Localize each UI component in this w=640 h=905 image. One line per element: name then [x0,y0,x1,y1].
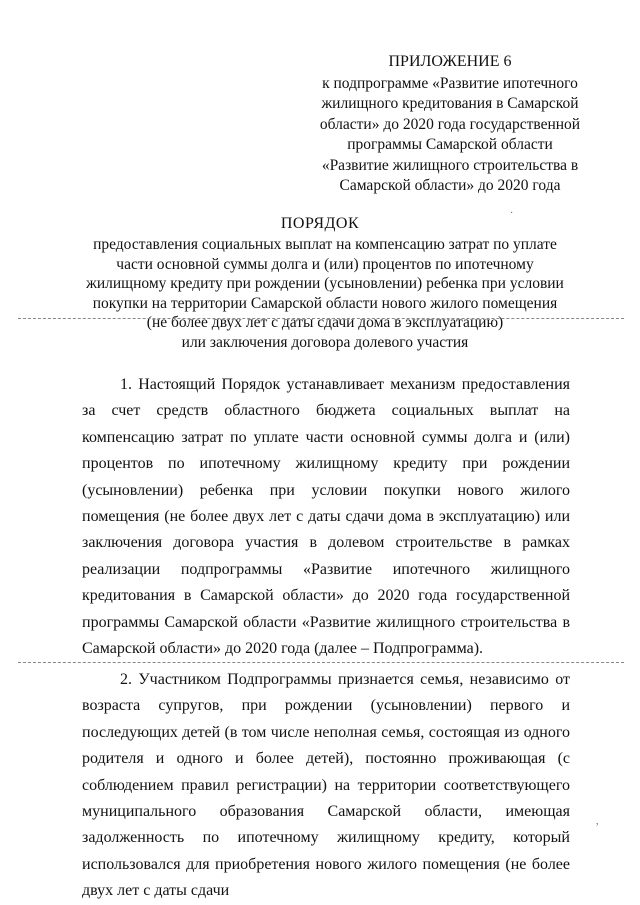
appendix-heading: ПРИЛОЖЕНИЕ 6 [388,53,512,70]
subtitle-line: части основной суммы долга и (или) процентов по ипотечному [116,255,534,273]
document-title: ПОРЯДОК [280,215,360,232]
subtitle-line: или заключения договора долевого участия [181,333,469,351]
appendix-line: области» до 2020 года государственной [319,115,581,133]
appendix-line: жилищного кредитования в Самарской [321,95,579,112]
scan-speck: , [596,816,599,827]
scan-speck: · [510,208,514,219]
scan-artifact-line [18,318,624,319]
subtitle-line: жилищному кредиту при рождении (усыновлении) ребенка при условии [86,275,564,293]
appendix-line: Самарской области» до 2020 года [339,177,561,194]
appendix-line: «Развитие жилищного строительства в [321,156,579,174]
subtitle-line: (не более двух лет с даты сдачи дома в эксплуатацию) [146,314,504,332]
appendix-line: к подпрограмме «Развитие ипотечного [322,74,578,92]
paragraph-2: 2. Участником Подпрограммы признается семья, независимо от возраста супругов, при рождении (усыновлении) первого и последующих детей (в том числе неполная семья, состоящая из одного родителя и одного и более детей), постоянно проживающая (с соблюдением правил регистрации) на территории соответствующего муниципального образования Самарской области, имеющая задолженность по ипотечному жилищному кредиту, который использовался для приобретения нового жилого помещения (не более двух лет с даты сдачи [82,671,570,900]
subtitle-line: покупки на территории Самарской области нового жилого помещения [92,294,558,312]
appendix-header [300,52,600,197]
document-subtitle [70,235,580,353]
appendix-line: программы Самарской области [347,136,553,153]
subtitle-line: предоставления социальных выплат на компенсацию затрат по уплате [93,236,557,253]
paragraph-1: 1. Настоящий Порядок устанавливает механизм предоставления за счет средств областного бюджета социальных выплат на компенсацию затрат по уплате части основной суммы долга и (или) процентов по ипотечному жилищному кредиту при рождении (усыновлении) ребенка при условии покупки нового жилого помещения (не более двух лет с даты сдачи дома в эксплуатацию) или заключения договора участия в долевом строительстве в рамках реализации подпрограммы «Развитие ипотечного жилищного кредитования в Самарской области» до 2020 года государственной программы Самарской области «Развитие жилищного строительства в Самарской области» до 2020 года (далее – Подпрограмма). [82,376,570,658]
